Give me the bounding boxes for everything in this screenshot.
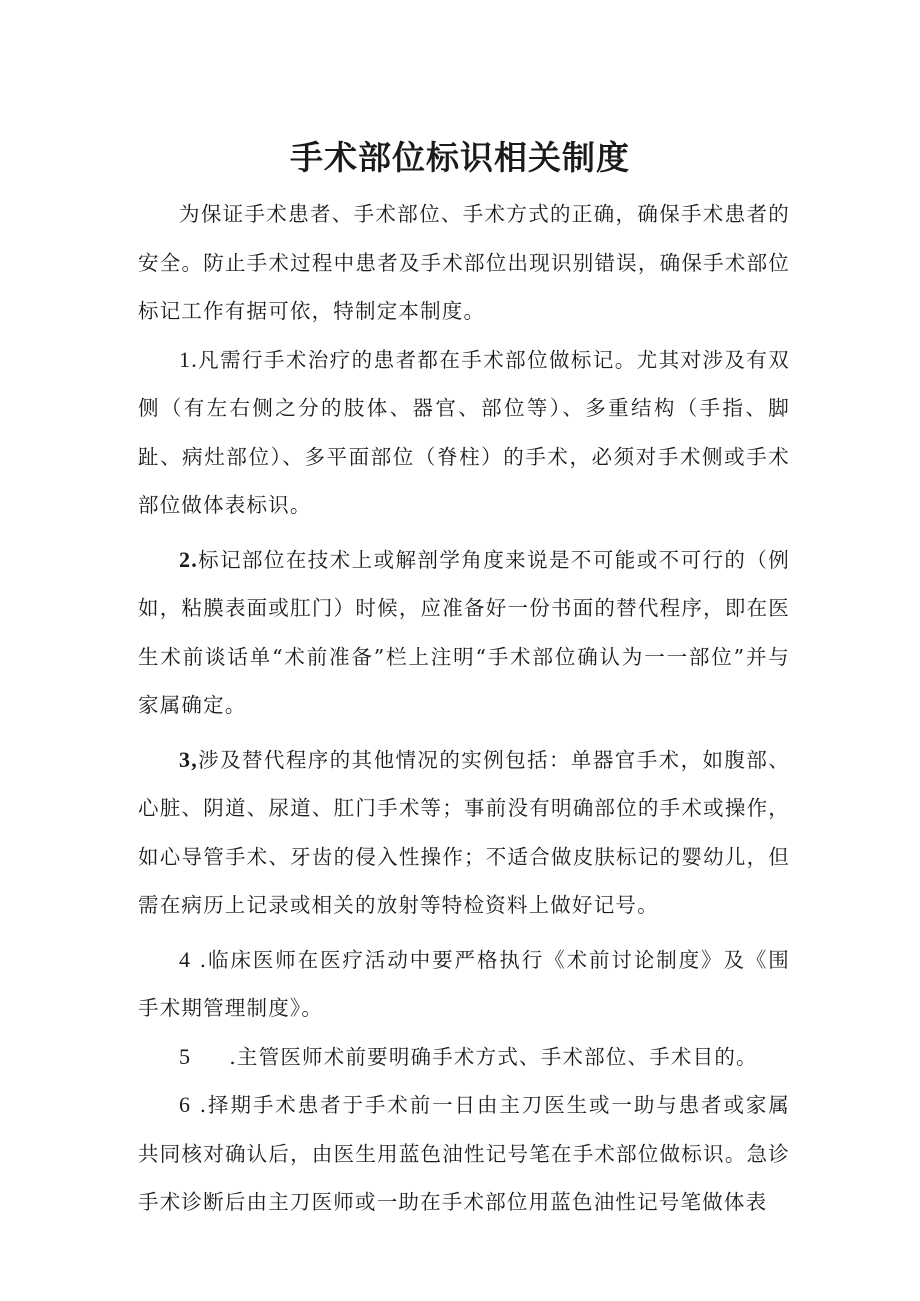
document-body (138, 190, 790, 1227)
rule-text: 凡需行手术治疗的患者都在手术部位做标记。尤其对涉及有双侧（有左右侧之分的肢体、器官、部位等）、多重结构（手指、脚趾、病灶部位）、多平面部位（脊柱）的手术，必须对手术侧或手术部位做体表标识。 (138, 347, 790, 517)
rule-item-1 (138, 336, 790, 530)
rule-number: 1. (179, 346, 198, 372)
rule-text: .临床医师在医疗活动中要严格执行《术前讨论制度》及《围手术期管理制度》。 (138, 947, 790, 1020)
document-title: 手术部位标识相关制度 (290, 138, 630, 177)
rule-text: .择期手术患者于手术前一日由主刀医生或一助与患者或家属共同核对确认后，由医生用蓝色油性记号笔在手术部位做标识。急诊手术诊断后由主刀医师或一助在手术部位用蓝色油性记号笔做体表 (138, 1093, 790, 1214)
rule-number: 6 (179, 1092, 192, 1117)
rule-number: 5 (179, 1043, 192, 1069)
rule-item-3 (138, 736, 790, 930)
rule-number: 4 (179, 946, 192, 972)
rule-text: .主管医师术前要明确手术方式、手术部位、手术目的。 (229, 1044, 758, 1069)
rule-text: 涉及替代程序的其他情况的实例包括：单器官手术，如腹部、心脏、阴道、尿道、肛门手术等；事前没有明确部位的手术或操作，如心导管手术、牙齿的侵入性操作；不适合做皮肤标记的婴幼儿，但需在病历上记录或相关的放射等特检资料上做好记号。 (138, 747, 790, 917)
rule-text: 标记部位在技术上或解剖学角度来说是不可能或不可行的（例如，粘膜表面或肛门）时候，应准备好一份书面的替代程序，即在医生术前谈话单“术前准备”栏上注明“手术部位确认为一一部位”并与家属确定。 (138, 547, 790, 717)
rule-item-4 (138, 936, 790, 1033)
rule-number: 3, (179, 746, 198, 772)
rule-number: 2. (179, 546, 198, 572)
rule-item-2 (138, 536, 790, 730)
intro-paragraph: 为保证手术患者、手术部位、手术方式的正确，确保手术患者的安全。防止手术过程中患者及手术部位出现识别错误，确保手术部位标记工作有据可依，特制定本制度。 (138, 202, 790, 323)
rule-item-5 (138, 1033, 790, 1082)
rule-item-6 (138, 1081, 790, 1227)
